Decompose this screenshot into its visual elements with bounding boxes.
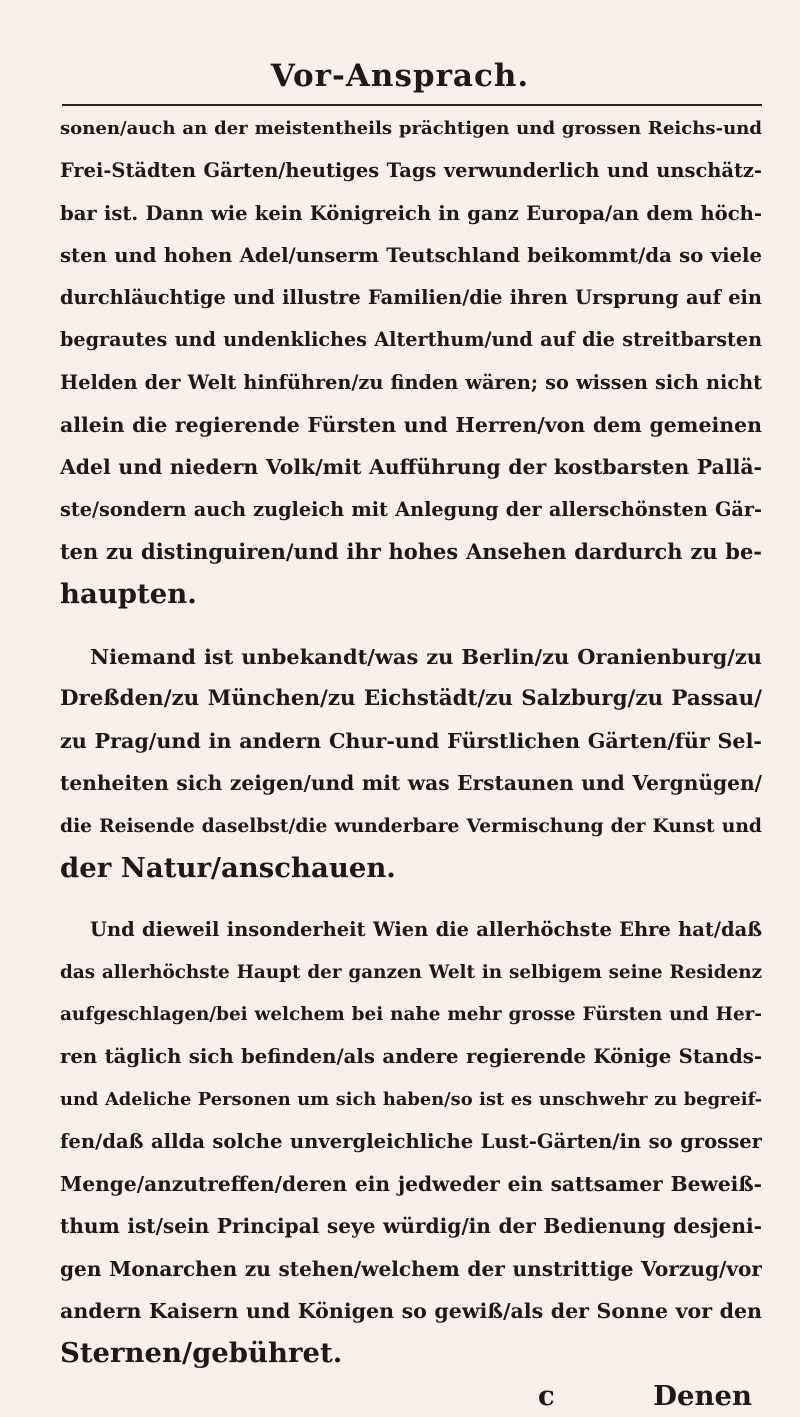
text-line: Adel und niedern Volk/mit Aufführung der kostbarsten Pallä- [60, 455, 762, 480]
text-line: tenheiten sich zeigen/und mit was Erstaunen und Vergnügen/ [60, 771, 762, 796]
text-line: bar ist. Dann wie kein Königreich in ganz Europa/an dem höch- [60, 201, 762, 225]
text-line: die Reisende daselbst/die wunderbare Vermischung der Kunst und [60, 814, 762, 837]
text-line: das allerhöchste Haupt der ganzen Welt in selbigem seine Residenz [60, 961, 762, 983]
paragraph-3 [60, 909, 762, 1374]
text-line: Dreßden/zu München/zu Eichstädt/zu Salzburg/zu Passau/ [60, 685, 762, 711]
text-line: haupten. [60, 578, 197, 611]
text-line: andern Kaisern und Königen so gewiß/als der Sonne vor den [60, 1299, 762, 1324]
paragraph-1 [60, 108, 762, 616]
text-line: Niemand ist unbekandt/was zu Berlin/zu Oranienburg/zu [90, 643, 762, 669]
text-line: Sternen/gebühret. [60, 1337, 343, 1370]
text-line: allein die regierende Fürsten und Herren/von dem gemeinen [60, 413, 762, 438]
text-line: Und dieweil insonderheit Wien die allerhöchste Ehre hat/daß [90, 918, 762, 942]
text-line: und Adeliche Personen um sich haben/so ist es unschwehr zu begreif- [60, 1088, 762, 1110]
text-line: der Natur/anschauen. [60, 852, 396, 885]
paragraph-gap [60, 616, 762, 636]
text-line: ren täglich sich befinden/als andere regierende Könige Stands- [60, 1045, 762, 1069]
text-line: durchläuchtige und illustre Familien/die ihren Ursprung auf ein [60, 286, 762, 310]
text-line: sten und hohen Adel/unserm Teutschland beikommt/da so viele [60, 243, 762, 267]
text-line: Helden der Welt hinführen/zu finden wären; so wissen sich nicht [60, 370, 762, 394]
text-line: ten zu distinguiren/und ihr hohes Ansehen dardurch zu be- [60, 538, 762, 564]
text-line: fen/daß allda solche unvergleichliche Lust-Gärten/in so grosser [60, 1129, 762, 1153]
text-line: Menge/anzutreffen/deren ein jedweder ein sattsamer Beweiß- [60, 1172, 762, 1197]
paragraph-gap [60, 889, 762, 909]
body-text [60, 108, 762, 1417]
text-line: ste/sondern auch zugleich mit Anlegung der allerschönsten Gär- [60, 497, 762, 521]
running-head: Vor-Ansprach. [270, 58, 530, 94]
text-line: zu Prag/und in andern Chur-und Fürstlichen Gärten/für Sel- [60, 729, 762, 754]
text-line: sonen/auch an der meistentheils prächtigen und grossen Reichs-und [60, 118, 762, 139]
header-rule [62, 104, 762, 106]
page-footer [60, 1375, 762, 1417]
text-line: Frei-Städten Gärten/heutiges Tags verwunderlich und unschätz- [60, 159, 762, 183]
signature-mark: c [538, 1379, 555, 1412]
text-line: gen Monarchen zu stehen/welchem der unstrittige Vorzug/vor [60, 1256, 762, 1281]
catchword: Denen [653, 1379, 752, 1412]
text-line: aufgeschlagen/bei welchem bei nahe mehr grosse Fürsten und Her- [60, 1003, 762, 1025]
text-line: begrautes und undenkliches Alterthum/und auf die streitbarsten [60, 328, 762, 352]
paragraph-2 [60, 636, 762, 890]
text-line: thum ist/sein Principal seye würdig/in der Bedienung desjeni- [60, 1214, 762, 1239]
